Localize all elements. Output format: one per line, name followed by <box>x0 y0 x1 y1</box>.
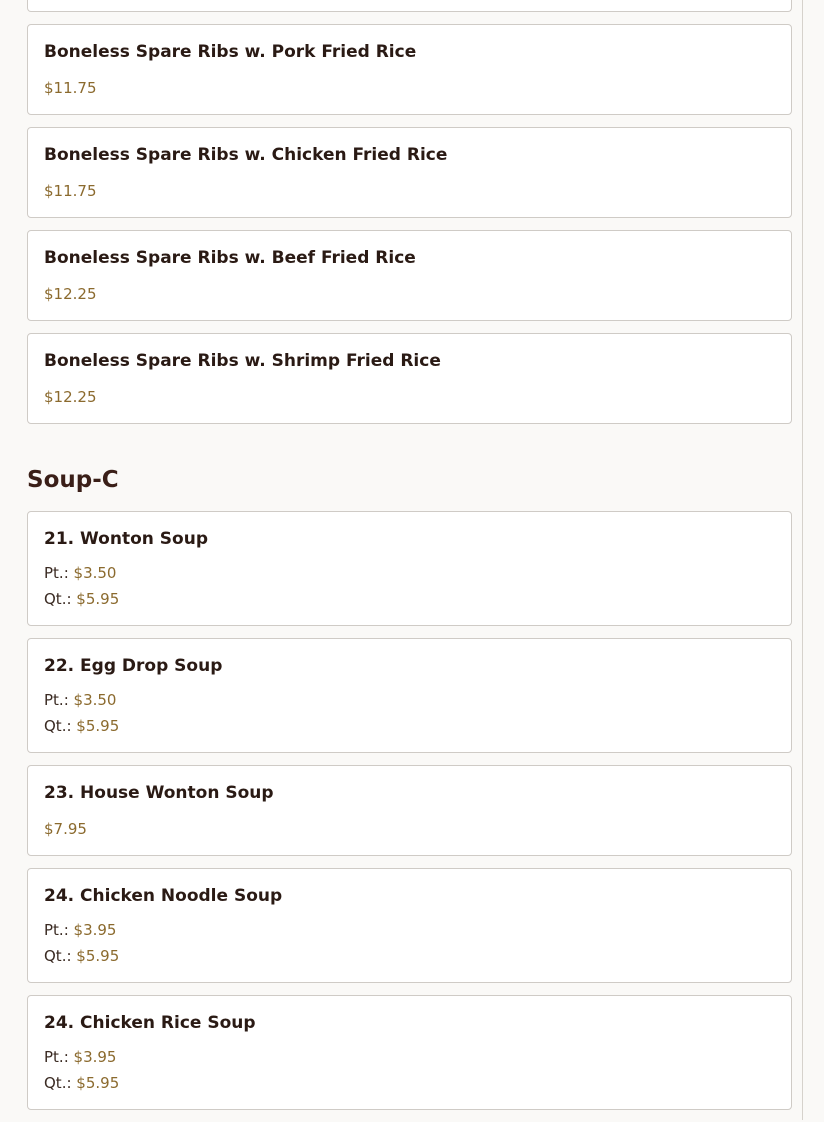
item-name: Boneless Spare Ribs w. Shrimp Fried Rice <box>44 351 441 371</box>
size-label: Qt.: <box>44 717 72 735</box>
size-label: Pt.: <box>44 691 69 709</box>
menu-item-card[interactable] <box>27 24 792 115</box>
item-name: Boneless Spare Ribs w. Beef Fried Rice <box>44 248 416 268</box>
price-row <box>44 817 775 841</box>
price-row <box>44 688 775 712</box>
menu-item-card[interactable] <box>27 995 792 1110</box>
item-name: 21. Wonton Soup <box>44 529 208 549</box>
item-price: $5.95 <box>76 947 120 965</box>
menu-item-card[interactable] <box>27 868 792 983</box>
item-price: $5.95 <box>76 590 120 608</box>
item-price: $3.95 <box>73 1048 117 1066</box>
item-name: 24. Chicken Rice Soup <box>44 1013 256 1033</box>
menu-item-card[interactable] <box>27 511 792 626</box>
section-title: Soup-C <box>27 467 119 493</box>
item-name: Boneless Spare Ribs w. Chicken Fried Rice <box>44 145 448 165</box>
item-price: $5.95 <box>76 717 120 735</box>
item-price: $3.95 <box>73 921 117 939</box>
item-name: 23. House Wonton Soup <box>44 783 274 803</box>
menu-item-card[interactable] <box>27 333 792 424</box>
price-row <box>44 918 775 942</box>
menu-item-card-partial[interactable] <box>27 0 792 12</box>
size-label: Qt.: <box>44 590 72 608</box>
menu-item-card[interactable] <box>27 638 792 753</box>
size-label: Qt.: <box>44 947 72 965</box>
item-name: 22. Egg Drop Soup <box>44 656 223 676</box>
price-row <box>44 587 775 611</box>
menu-item-card[interactable] <box>27 127 792 218</box>
price-row <box>44 282 775 306</box>
price-row <box>44 385 775 409</box>
item-price: $3.50 <box>73 564 117 582</box>
item-price: $3.50 <box>73 691 117 709</box>
menu-item-card[interactable] <box>27 765 792 856</box>
item-price: $11.75 <box>44 79 97 97</box>
size-label: Pt.: <box>44 921 69 939</box>
price-row <box>44 179 775 203</box>
price-row <box>44 1071 775 1095</box>
item-price: $11.75 <box>44 182 97 200</box>
item-price: $12.25 <box>44 388 97 406</box>
item-price: $5.95 <box>76 1074 120 1092</box>
menu-item-card[interactable] <box>27 230 792 321</box>
item-price: $12.25 <box>44 285 97 303</box>
item-name: 24. Chicken Noodle Soup <box>44 886 283 906</box>
price-row <box>44 714 775 738</box>
menu-list <box>27 0 792 1122</box>
price-row <box>44 76 775 100</box>
item-price: $7.95 <box>44 820 87 838</box>
size-label: Pt.: <box>44 1048 69 1066</box>
scrollbar-edge <box>802 0 803 1120</box>
size-label: Qt.: <box>44 1074 72 1092</box>
size-label: Pt.: <box>44 564 69 582</box>
price-row <box>44 561 775 585</box>
item-name: Boneless Spare Ribs w. Pork Fried Rice <box>44 42 417 62</box>
price-row <box>44 1045 775 1069</box>
price-row <box>44 944 775 968</box>
